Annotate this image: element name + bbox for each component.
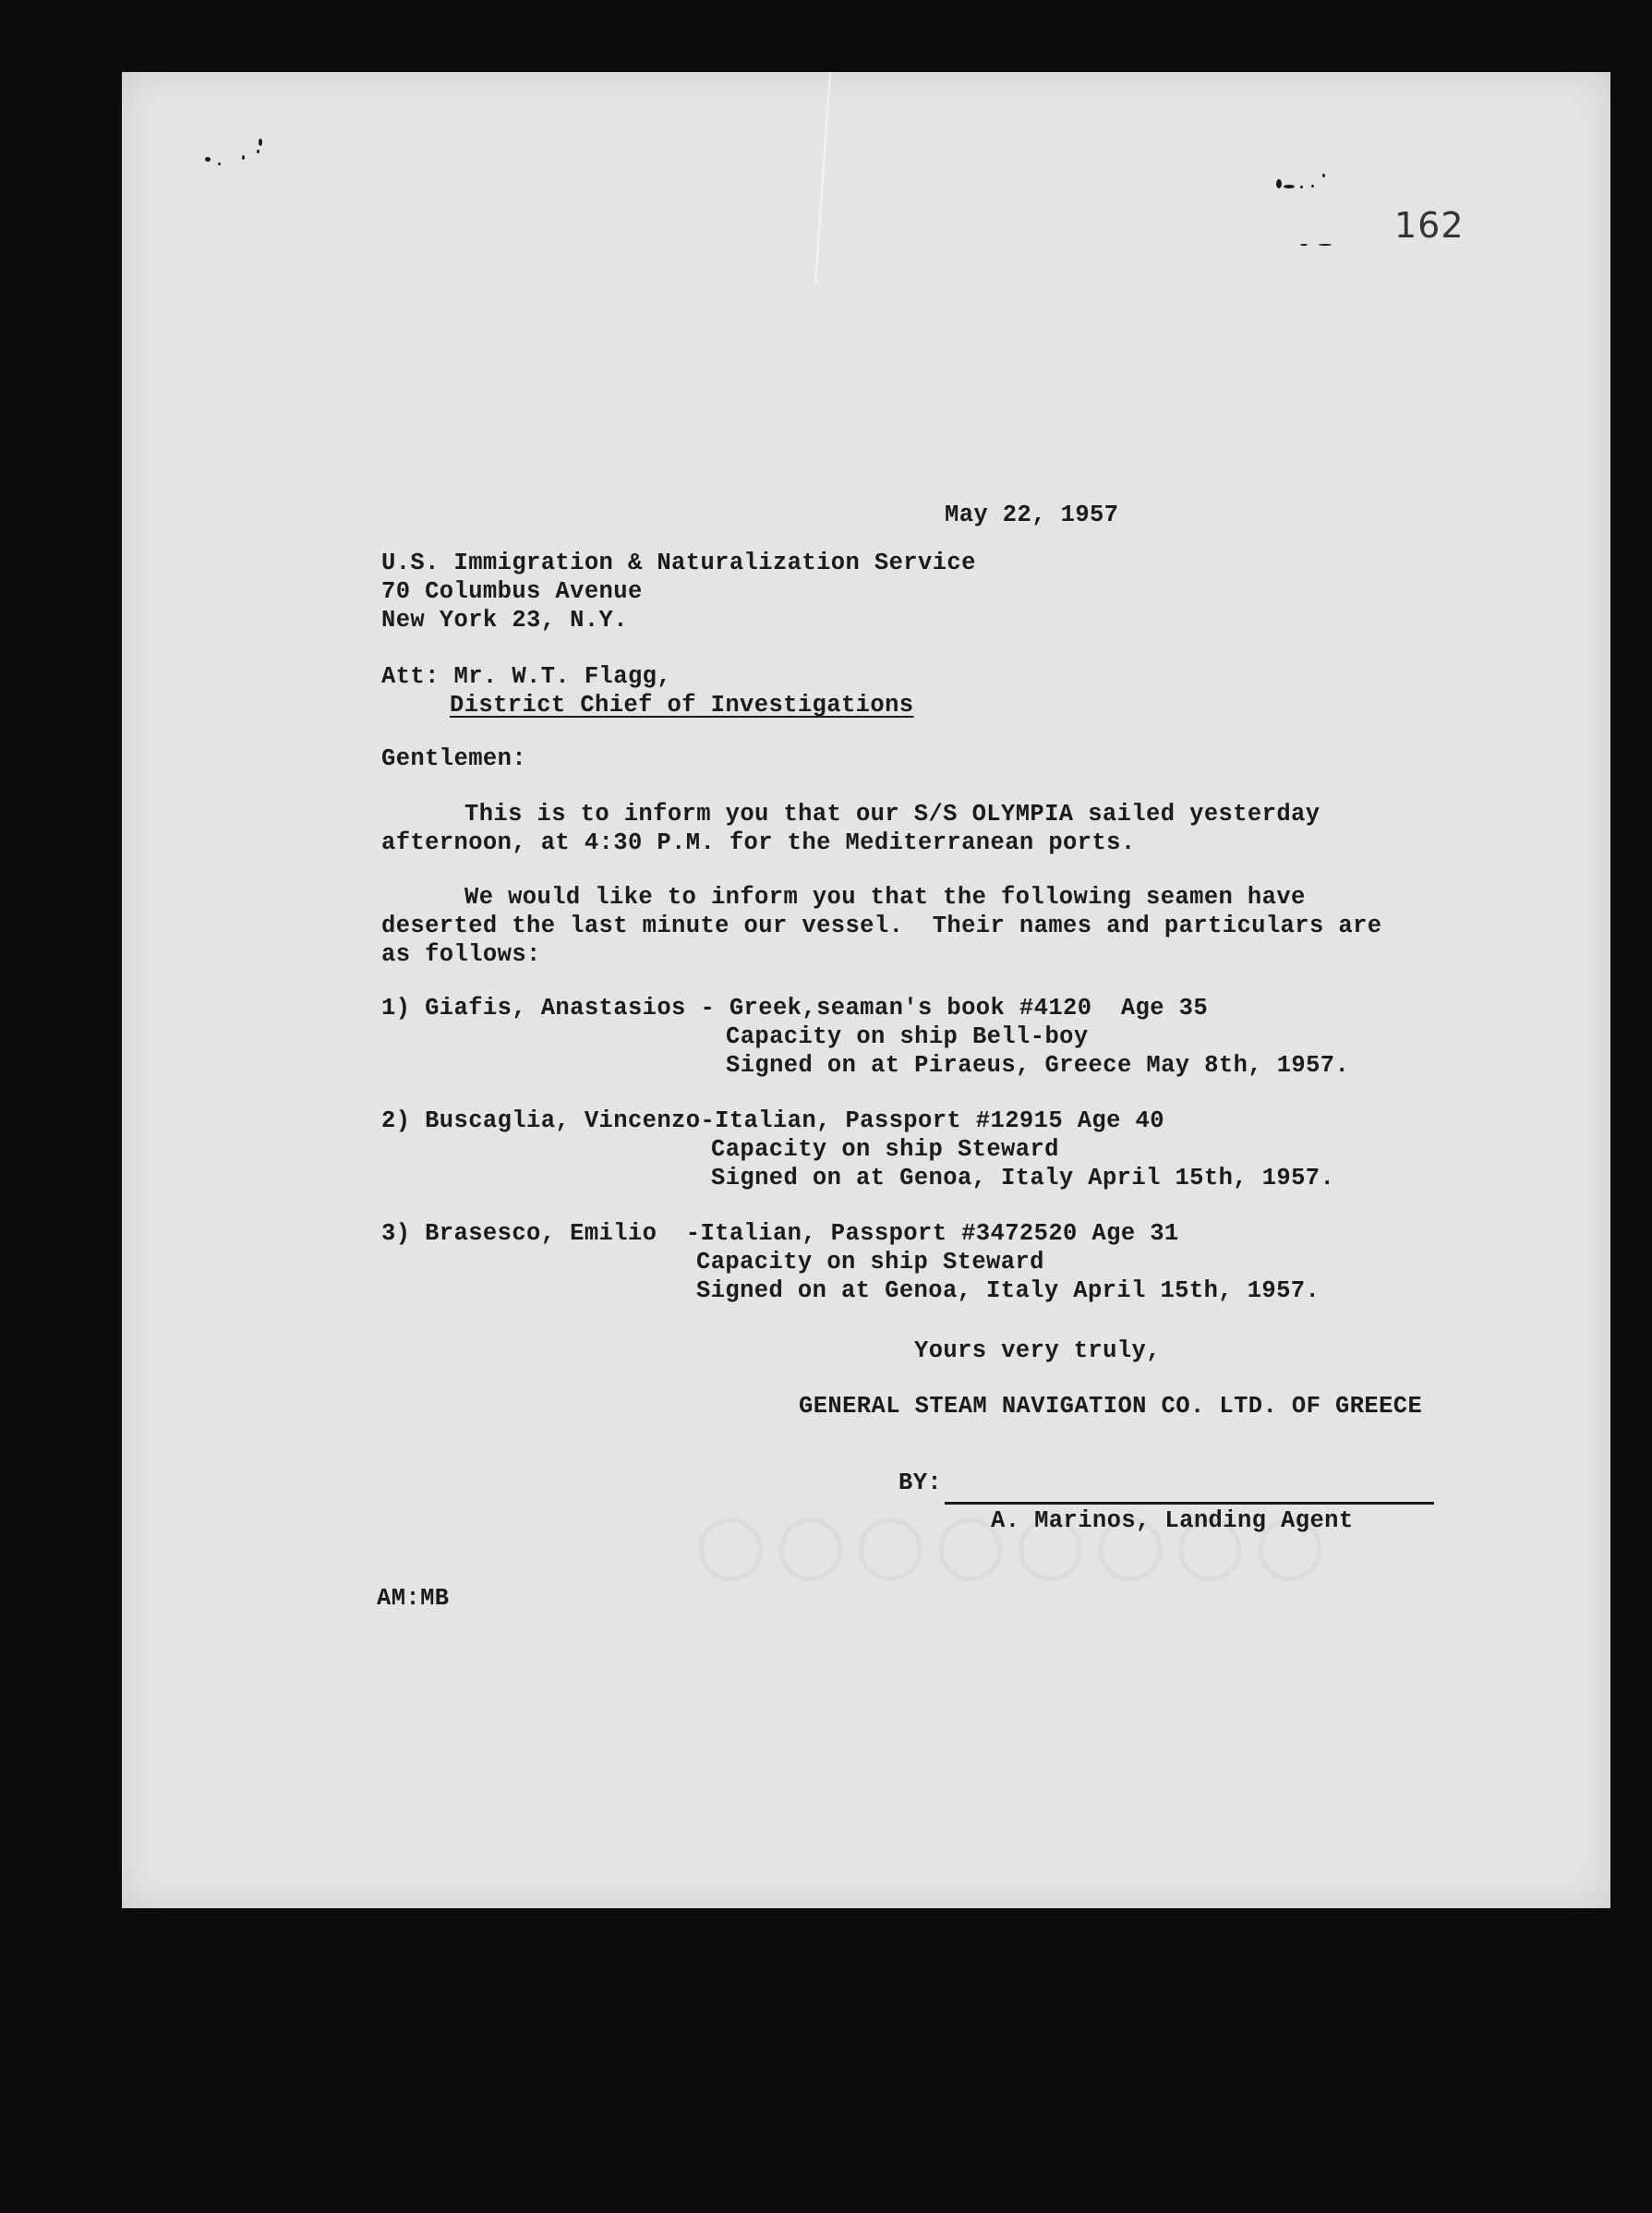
ink-speck: [205, 157, 211, 162]
ink-speck: [1311, 185, 1314, 187]
ink-speck: [218, 163, 221, 165]
signer-name: A. Marinos, Landing Agent: [991, 1507, 1354, 1534]
recipient-line-2: 70 Columbus Avenue: [381, 578, 643, 605]
paragraph-1-line-1: This is to inform you that our S/S OLYMPIA sailed yesterday: [464, 801, 1320, 828]
seaman-2-line-3: Signed on at Genoa, Italy April 15th, 1957.: [711, 1165, 1335, 1191]
seaman-1-line-2: Capacity on ship Bell-boy: [726, 1023, 1089, 1050]
page-number: 162: [1394, 205, 1465, 246]
seaman-3-line-2: Capacity on ship Steward: [696, 1249, 1044, 1276]
paper-fold-crease: [814, 72, 831, 284]
ink-speck: [259, 139, 262, 146]
ink-speck: [1322, 174, 1325, 177]
seaman-3-line-3: Signed on at Genoa, Italy April 15th, 1957.: [696, 1277, 1320, 1304]
ink-speck: [1300, 244, 1308, 246]
closing: Yours very truly,: [914, 1337, 1161, 1364]
ink-speck: [1284, 185, 1295, 188]
paragraph-2-line-2: deserted the last minute our vessel. Their names and particulars are: [381, 913, 1382, 939]
recipient-line-1: U.S. Immigration & Naturalization Service: [381, 550, 976, 576]
letter-date: May 22, 1957: [945, 502, 1119, 528]
company-name: GENERAL STEAM NAVIGATION CO. LTD. OF GREECE: [799, 1393, 1423, 1420]
ink-speck: [242, 155, 245, 160]
recipient-line-3: New York 23, N.Y.: [381, 607, 628, 634]
seaman-1-line-1: 1) Giafis, Anastasios - Greek,seaman's book #4120 Age 35: [381, 995, 1209, 1022]
paragraph-1-line-2: afternoon, at 4:30 P.M. for the Mediterranean ports.: [381, 829, 1136, 856]
ink-speck: [1319, 244, 1332, 246]
ink-speck: [1300, 186, 1303, 188]
paragraph-2-line-3: as follows:: [381, 941, 541, 968]
by-label: BY:: [898, 1469, 943, 1496]
seaman-2-line-2: Capacity on ship Steward: [711, 1136, 1059, 1163]
signature-line: [945, 1502, 1434, 1505]
salutation: Gentlemen:: [381, 745, 527, 772]
reference-initials: AM:MB: [377, 1585, 450, 1612]
ink-speck: [1276, 179, 1282, 188]
paragraph-2-line-1: We would like to inform you that the following seamen have: [464, 884, 1306, 911]
ink-speck: [257, 150, 259, 153]
attention-line-1: Att: Mr. W.T. Flagg,: [381, 663, 672, 690]
letter-paper: [122, 72, 1610, 1908]
attention-line-2: District Chief of Investigations: [450, 692, 914, 719]
seaman-3-line-1: 3) Brasesco, Emilio -Italian, Passport #3472520 Age 31: [381, 1220, 1179, 1247]
seaman-2-line-1: 2) Buscaglia, Vincenzo-Italian, Passport #12915 Age 40: [381, 1107, 1164, 1134]
seaman-1-line-3: Signed on at Piraeus, Greece May 8th, 1957.: [726, 1052, 1350, 1079]
